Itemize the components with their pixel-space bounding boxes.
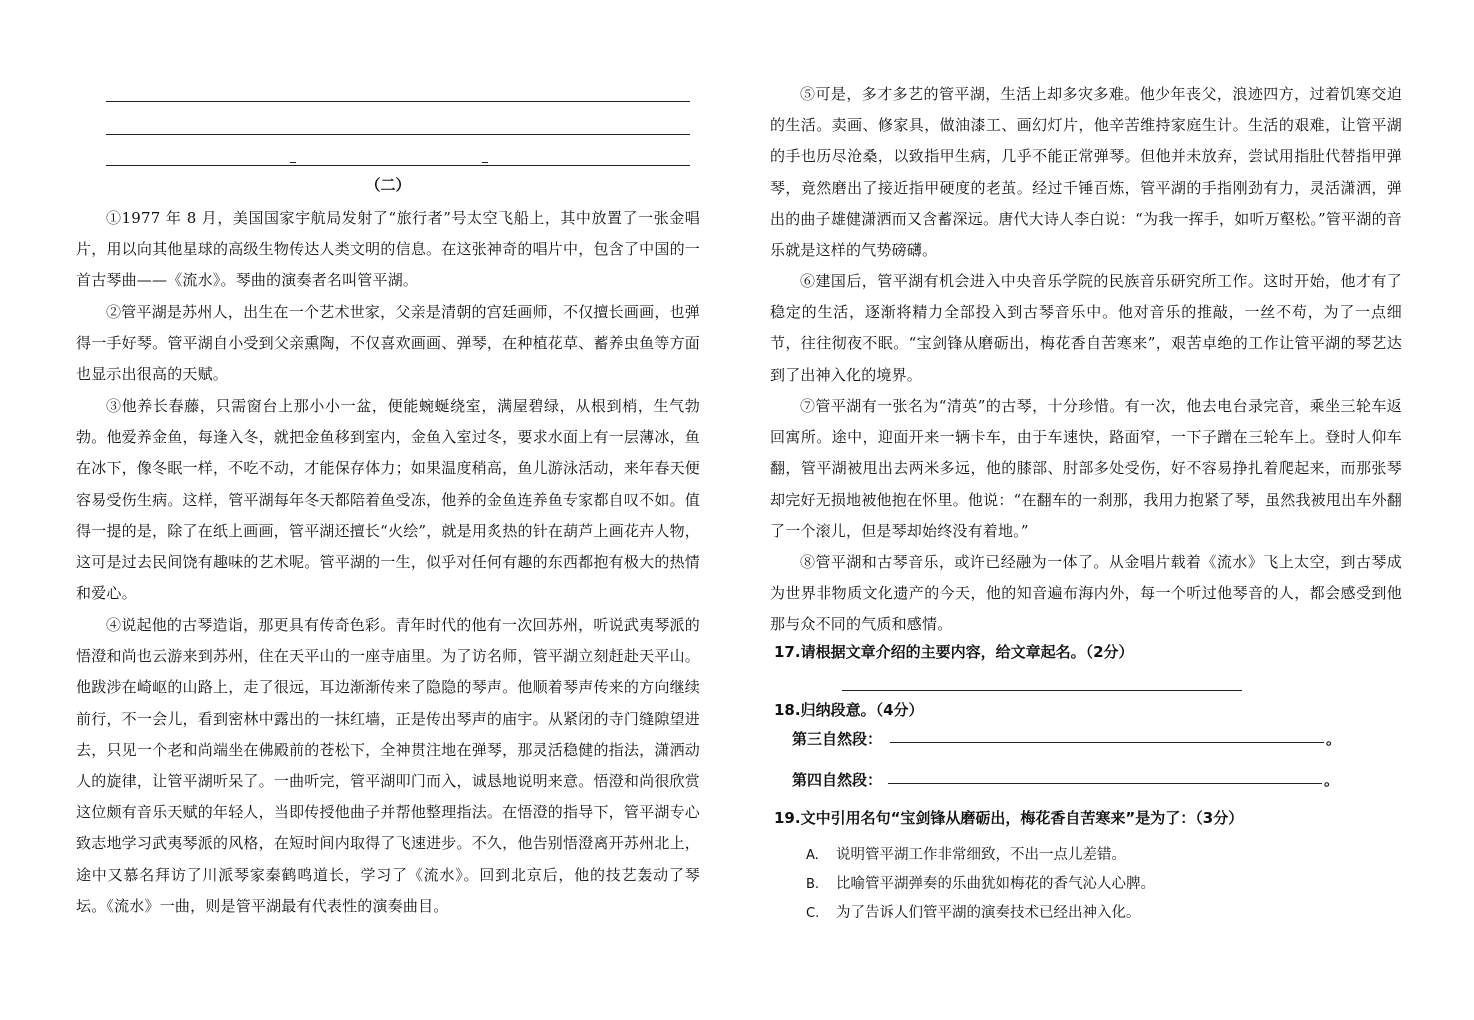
option-text: 比喻管平湖弹奏的乐曲犹如梅花的香气沁人心脾。 (836, 876, 1155, 892)
paragraph-3: ③他养长春藤，只需窗台上那小小一盆，便能蜿蜒绕室，满屋碧绿，从根到梢，生气勃勃。他爱养金鱼，每逢入冬，就把金鱼移到室内，金鱼入室过冬，要求水面上有一层薄冰，鱼在冰下，像冬眠一样，不吃不动，才能保存体力；如果温度稍高，鱼儿游泳活动，来年春天便容易受伤生病。这样，管平湖每年冬天都陪着鱼受冻，他养的金鱼连养鱼专家都自叹不如。值得一提的是，除了在纸上画画，管平湖还擅长“火绘”，就是用炙热的针在葫芦上画花卉人物，这可是过去民间饶有趣味的艺术呢。管平湖的一生，似乎对任何有趣的东西都抱有极大的热情和爱心。 (76, 397, 700, 603)
section-title: （二） (365, 176, 411, 194)
option-text: 说明管平湖工作非常细致，不出一点儿差错。 (836, 847, 1126, 863)
paragraph-1: ①1977 年 8 月，美国国家宇航局发射了“旅行者”号太空飞船上，其中放置了一张金唱片，用以向其他星球的高级生物传达人类文明的信息。在这张神奇的唱片中，包含了中国的一首古琴曲——《流水》。琴曲的演奏者名叫管平湖。 (76, 209, 700, 290)
q18-para3-end: 。 (1326, 730, 1342, 748)
option-text: 为了告诉人们管平湖的演奏技术已经出神入化。 (836, 905, 1141, 921)
paragraph-5: ⑤可是，多才多艺的管平湖，生活上却多灾多难。他少年丧父，浪迹四方，过着饥寒交迫的生活。卖画、修家具，做油漆工、画幻灯片，他辛苦维持家庭生计。生活的艰难，让管平湖的手也历尽沧桑，以致指甲生病，几乎不能正常弹琴。但他并未放弃，尝试用指肚代替指甲弹琴，竟然磨出了接近指甲硬度的老茧。经过千锤百炼，管平湖的手指刚劲有力，灵活潇洒，弹出的曲子雄健潇洒而又含蓄深远。唐代大诗人李白说：“为我一挥手，如听万壑松。”管平湖的音乐就是这样的气势磅礴。 (770, 85, 1402, 260)
answer-line-1[interactable] (106, 101, 690, 102)
line-tick (482, 162, 488, 163)
paragraph-8: ⑧管平湖和古琴音乐，或许已经融为一体了。从金唱片载着《流水》飞上太空，到古琴成为世界非物质文化遗产的今天，他的知音遍布海内外，每一个听过他琴音的人，都会感受到他那与众不同的气质和感情。 (770, 553, 1402, 634)
option-letter: B. (806, 877, 820, 892)
q17-answer-line[interactable] (842, 690, 1242, 691)
answer-line-2[interactable] (106, 134, 690, 135)
q18-para4-answer-line[interactable] (888, 783, 1322, 784)
paragraph-4: ④说起他的古琴造诣，那更具有传奇色彩。青年时代的他有一次回苏州，听说武夷琴派的悟澄和尚也云游来到苏州，住在天平山的一座寺庙里。为了访名师，管平湖立刻赶赴天平山。他跋涉在崎岖的山路上，走了很远，耳边渐渐传来了隐隐的琴声。他顺着琴声传来的方向继续前行，不一会儿，看到密林中露出的一抹红墙，正是传出琴声的庙宇。从紧闭的寺门缝隙望进去，只见一个老和尚端坐在佛殿前的苍松下，全神贯注地在弹琴，那灵活稳健的指法，潇洒动人的旋律，让管平湖听呆了。一曲听完，管平湖叩门而入，诚恳地说明来意。悟澄和尚很欣赏这位颇有音乐天赋的年轻人，当即传授他曲子并帮他整理指法。在悟澄的指导下，管平湖专心致志地学习武夷琴派的风格，在短时间内取得了飞速进步。不久，他告别悟澄离开苏州北上，途中又慕名拜访了川派琴家秦鹤鸣道长，学习了《流水》。回到北京后，他的技艺轰动了琴坛。《流水》一曲，则是管平湖最有代表性的演奏曲目。 (76, 616, 700, 915)
paragraph-7: ⑦管平湖有一张名为“清英”的古琴，十分珍惜。有一次，他去电台录完音，乘坐三轮车返回寓所。途中，迎面开来一辆卡车，由于车速快，路面窄，一下子蹭在三轮车上。登时人仰车翻，管平湖被甩出去两米多远，他的膝部、肘部多处受伤，好不容易挣扎着爬起来，而那张琴却完好无损地被他抱在怀里。他说：“在翻车的一刹那，我用力抱紧了琴，虽然我被甩出车外翻了一个滚儿，但是琴却始终没有着地。” (770, 397, 1402, 540)
q19-option-a[interactable] (806, 843, 1126, 864)
q18-para4-end: 。 (1324, 771, 1340, 789)
question-18: 18.归纳段意。（4分） (774, 701, 924, 719)
q18-para4-label: 第四自然段： (792, 771, 883, 789)
line-tick (290, 162, 296, 163)
question-19: 19.文中引用名句“宝剑锋从磨砺出，梅花香自苦寒来”是为了：（3分） (774, 809, 1244, 827)
paragraph-6: ⑥建国后，管平湖有机会进入中央音乐学院的民族音乐研究所工作。这时开始，他才有了稳定的生活，逐渐将精力全部投入到古琴音乐中。他对音乐的推敲，一丝不苟，为了一点细节，往往彻夜不眠。“宝剑锋从磨砺出，梅花香自苦寒来”，艰苦卓绝的工作让管平湖的琴艺达到了出神入化的境界。 (770, 272, 1402, 384)
answer-line-3[interactable] (106, 165, 690, 166)
option-letter: A. (806, 848, 819, 863)
q19-option-b[interactable] (806, 872, 1155, 893)
q18-para3-answer-line[interactable] (890, 742, 1324, 743)
q19-option-c[interactable] (806, 901, 1141, 922)
question-17: 17.请根据文章介绍的主要内容，给文章起名。（2分） (774, 643, 1134, 661)
option-letter: C. (806, 906, 820, 921)
paragraph-2: ②管平湖是苏州人，出生在一个艺术世家，父亲是清朝的宫廷画师，不仅擅长画画，也弹得一手好琴。管平湖自小受到父亲熏陶，不仅喜欢画画、弹琴，在种植花草、蓄养虫鱼等方面也显示出很高的天赋。 (76, 303, 700, 384)
q18-para3-label: 第三自然段： (792, 730, 883, 748)
